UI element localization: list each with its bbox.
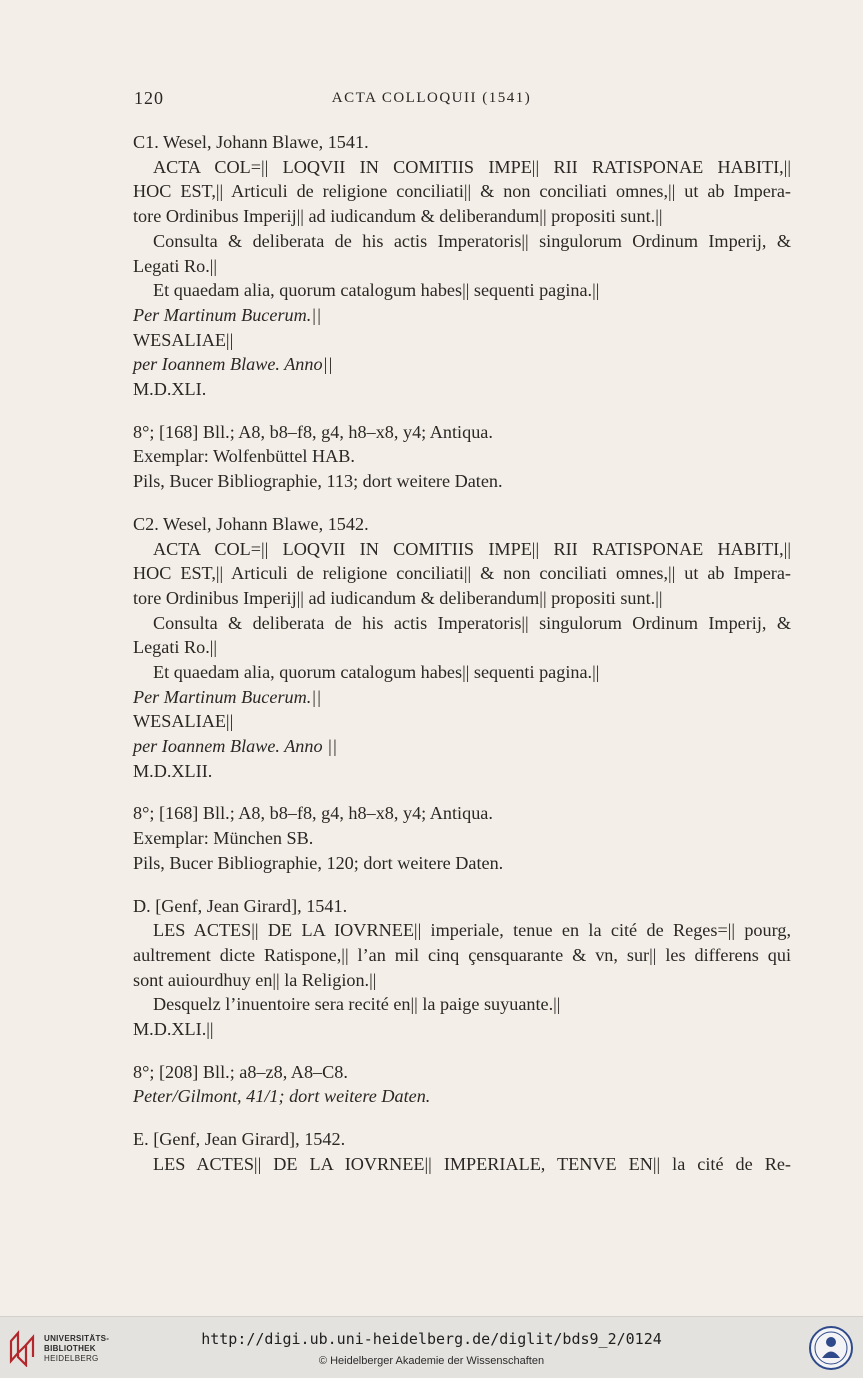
collation-line: 8°; [208] Bll.; a8–z8, A8–C8. — [133, 1062, 348, 1082]
permalink-url[interactable]: http://digi.ub.uni-heidelberg.de/diglit/bds9_2/0124 — [201, 1330, 662, 1348]
year-line: M.D.XLI.|| — [133, 1019, 214, 1039]
collation-line: 8°; [168] Bll.; A8, b8–f8, g4, h8–x8, y4; Antiqua. — [133, 422, 493, 442]
entry-heading-c2: C2. Wesel, Johann Blawe, 1542. — [133, 514, 369, 534]
year-line: M.D.XLII. — [133, 761, 213, 781]
library-name-line: UNIVERSITÄTS- — [44, 1334, 110, 1343]
page-number: 120 — [134, 88, 164, 108]
title-line: HOC EST,|| Articuli de religione conciliati|| & non conciliati omnes,|| ut ab Impera- — [133, 563, 791, 583]
title-line: HOC EST,|| Articuli de religione conciliati|| & non conciliati omnes,|| ut ab Impera- — [133, 181, 791, 201]
title-line: sont auiourdhuy en|| la Religion.|| — [133, 970, 377, 990]
place-line: WESALIAE|| — [133, 330, 234, 350]
printer-line: per Ioannem Blawe. Anno || — [133, 736, 338, 756]
collation-line: 8°; [168] Bll.; A8, b8–f8, g4, h8–x8, y4; Antiqua. — [133, 803, 493, 823]
title-line: ACTA COL=|| LOQVII IN COMITIIS IMPE|| RII RATISPONAE HABITI,|| — [153, 539, 791, 559]
author-line: Per Martinum Bucerum.|| — [133, 305, 322, 325]
title-line: ACTA COL=|| LOQVII IN COMITIIS IMPE|| RII RATISPONAE HABITI,|| — [153, 157, 791, 177]
place-line: WESALIAE|| — [133, 711, 234, 731]
library-name-line: HEIDELBERG — [44, 1354, 99, 1363]
running-header — [0, 88, 863, 114]
title-line: Legati Ro.|| — [133, 256, 218, 276]
exemplar-line: Exemplar: München SB. — [133, 828, 314, 848]
academy-seal-icon[interactable] — [808, 1325, 854, 1371]
author-line: Per Martinum Bucerum.|| — [133, 687, 322, 707]
viewer-footer — [0, 1316, 863, 1378]
year-line: M.D.XLI. — [133, 379, 207, 399]
reference-line: Peter/Gilmont, 41/1; dort weitere Daten. — [133, 1086, 431, 1106]
title-line: LES ACTES|| DE LA IOVRNEE|| IMPERIALE, TENVE EN|| la cité de Re- — [153, 1154, 791, 1174]
reference-line: Pils, Bucer Bibliographie, 113; dort weitere Daten. — [133, 471, 503, 491]
title-line: Consulta & deliberata de his actis Imperatoris|| singulorum Ordinum Imperij, & — [153, 613, 791, 633]
title-line: aultrement dicte Ratispone,|| l’an mil cinq çensquarante & vn, sur|| les differens qui — [133, 945, 791, 965]
running-title: ACTA COLLOQUII (1541) — [331, 90, 532, 106]
title-line: Et quaedam alia, quorum catalogum habes|| sequenti pagina.|| — [153, 662, 600, 682]
reference-line: Pils, Bucer Bibliographie, 120; dort weitere Daten. — [133, 853, 504, 873]
title-line: tore Ordinibus Imperij|| ad iudicandum & deliberandum|| propositi sunt.|| — [133, 206, 663, 226]
title-line: Legati Ro.|| — [133, 637, 218, 657]
title-line: LES ACTES|| DE LA IOVRNEE|| imperiale, tenue en la cité de Reges=|| pourg, — [153, 920, 791, 940]
copyright-notice: © Heidelberger Akademie der Wissenschaften — [318, 1355, 545, 1367]
exemplar-line: Exemplar: Wolfenbüttel HAB. — [133, 446, 355, 466]
title-line: Et quaedam alia, quorum catalogum habes|| sequenti pagina.|| — [153, 280, 600, 300]
title-line: Desquelz l’inuentoire sera recité en|| la paige suyuante.|| — [153, 994, 561, 1014]
printer-line: per Ioannem Blawe. Anno|| — [133, 354, 333, 374]
title-line: tore Ordinibus Imperij|| ad iudicandum & deliberandum|| propositi sunt.|| — [133, 588, 663, 608]
library-name-line: BIBLIOTHEK — [44, 1344, 96, 1353]
entry-heading-d: D. [Genf, Jean Girard], 1541. — [133, 896, 348, 916]
title-line: Consulta & deliberata de his actis Imperatoris|| singulorum Ordinum Imperij, & — [153, 231, 791, 251]
entry-heading-e: E. [Genf, Jean Girard], 1542. — [133, 1129, 346, 1149]
entry-heading-c1: C1. Wesel, Johann Blawe, 1541. — [133, 132, 369, 152]
